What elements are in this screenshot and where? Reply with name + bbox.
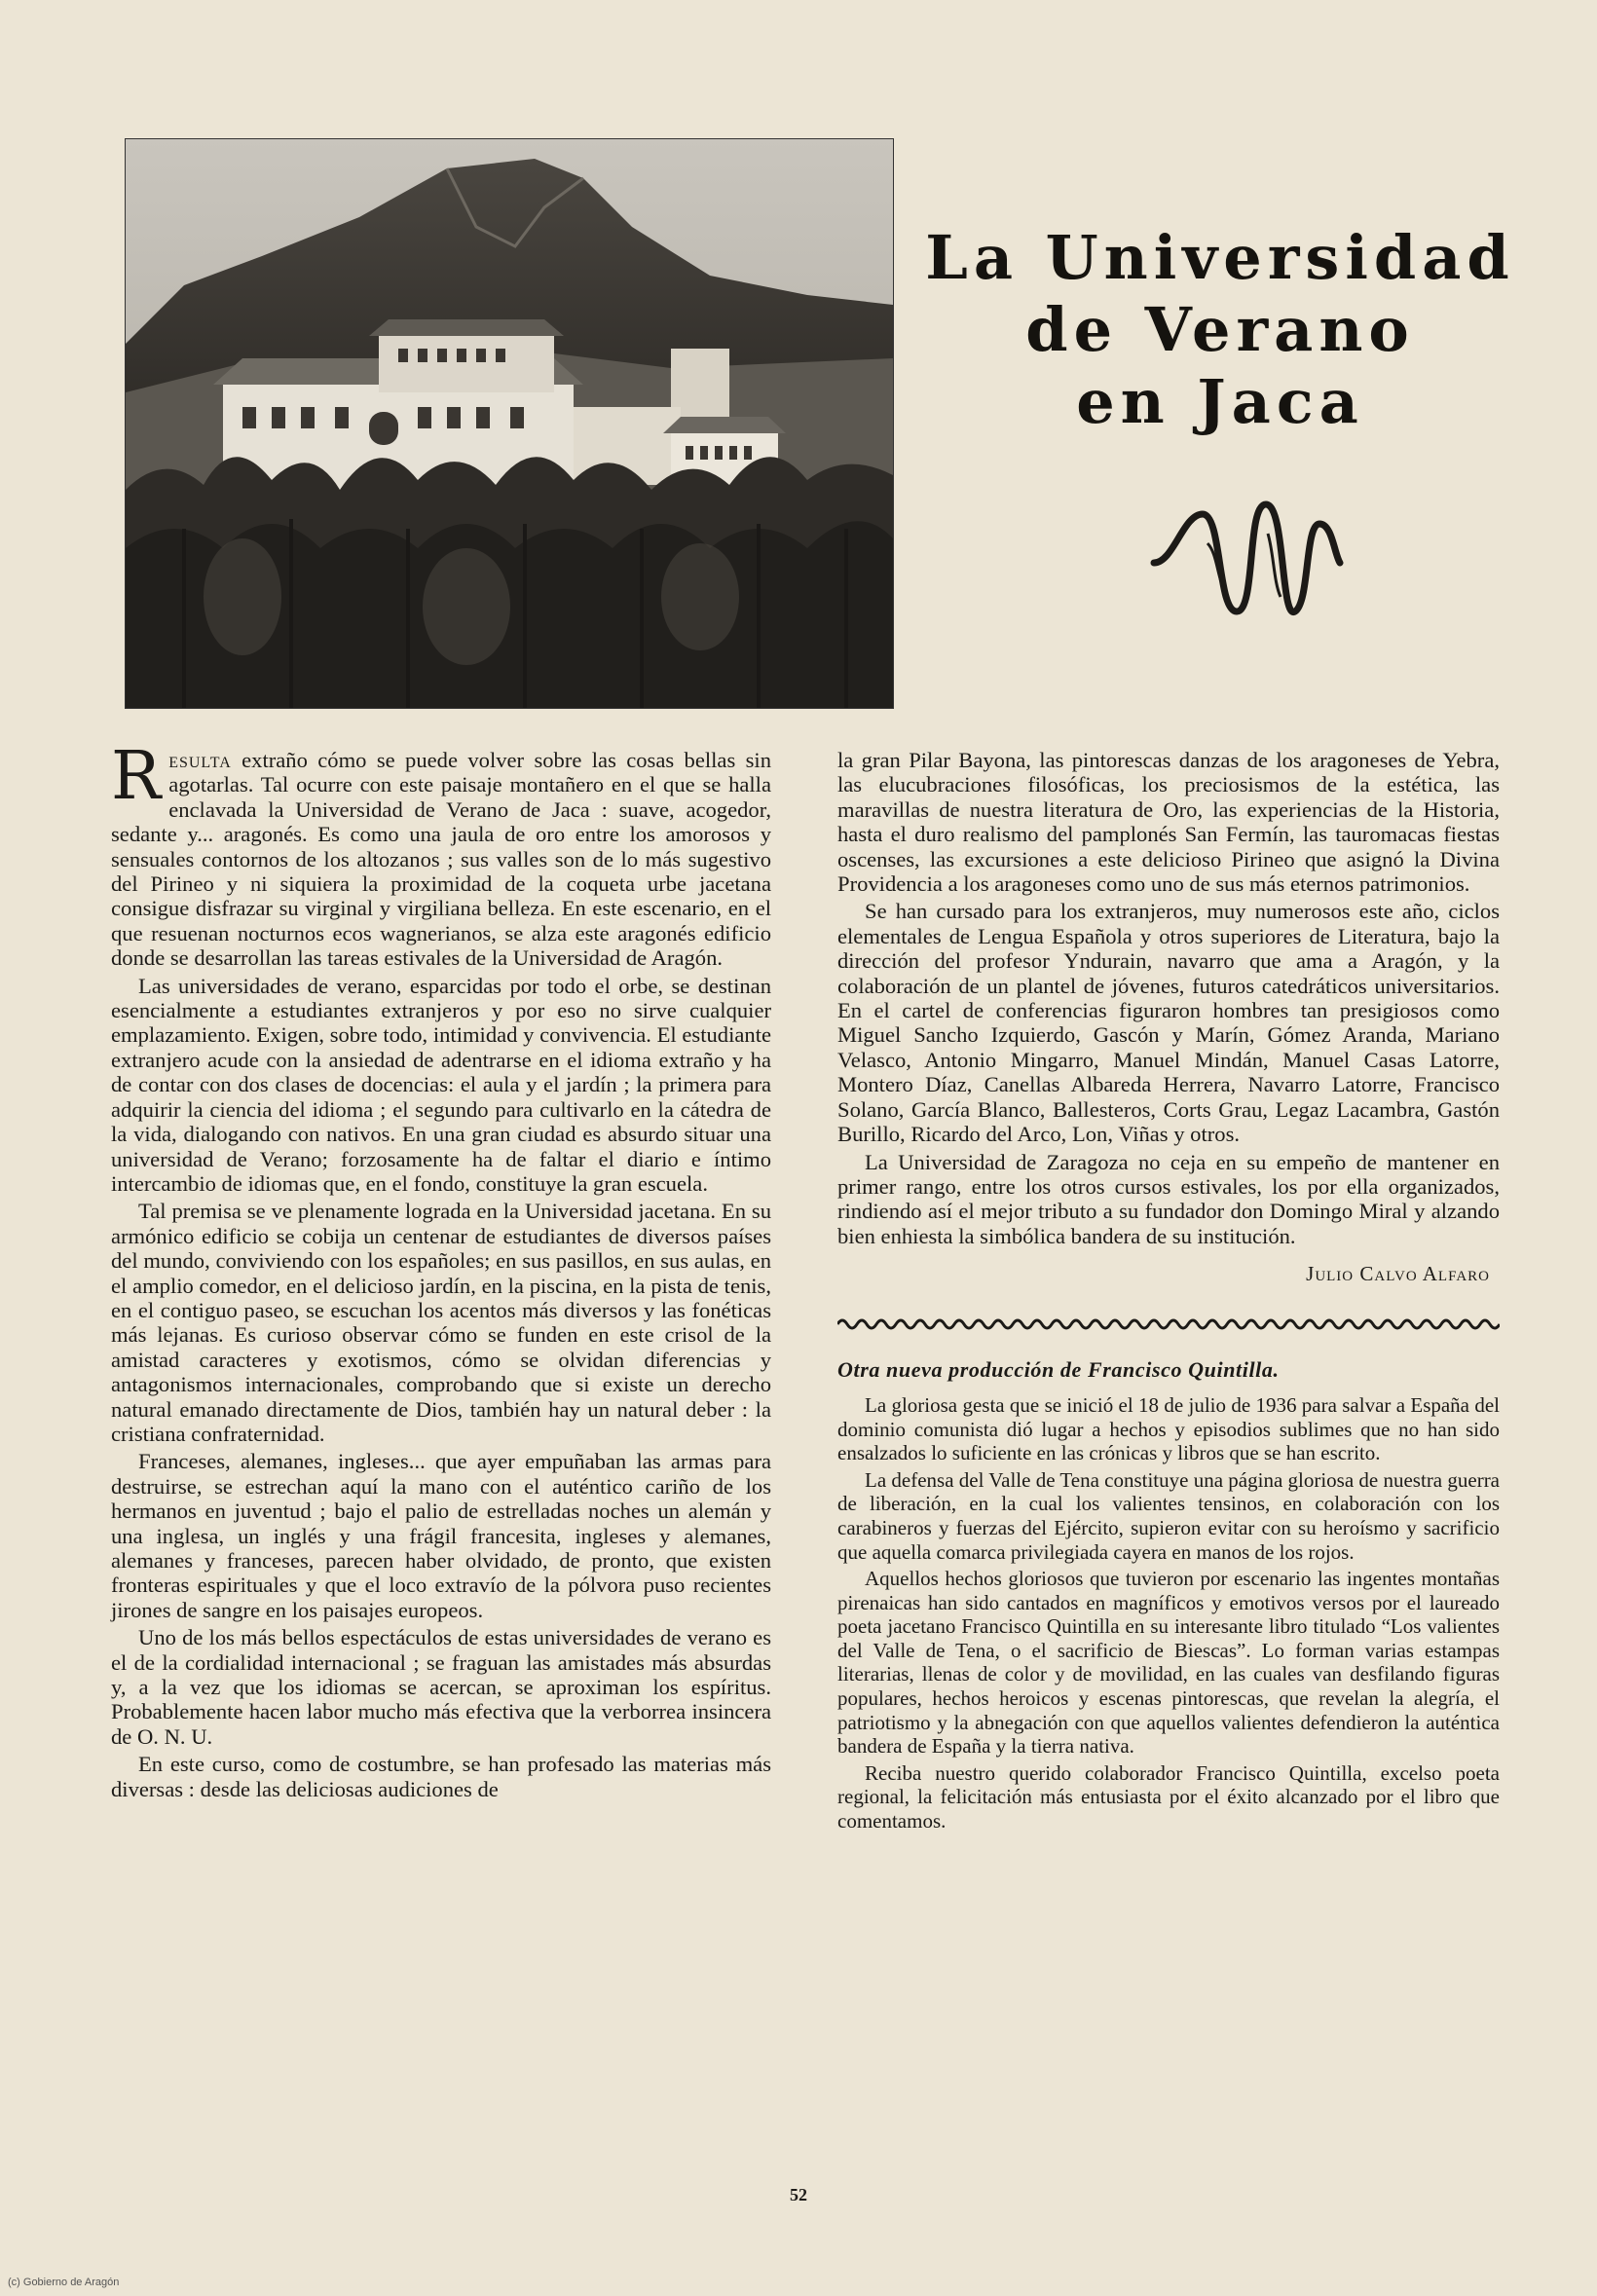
note-paragraph-1: La gloriosa gesta que se inició el 18 de julio de 1936 para salvar a España del dominio comunista dió lugar a hechos y episodios sublimes que no han sido ensalzados lo suficiente en las crónicas y libros que se han escrito. bbox=[837, 1392, 1500, 1465]
page-number: 52 bbox=[790, 2185, 807, 2204]
paragraph-1-rest: Tal ocurre con este paisaje montañero en el que se halla enclavada la Universidad de Verano de Jaca : suave, acogedor, sedante y... aragonés. Es como una jaula de oro entre los amorosos y sensuales contornos de los altozanos ; sus valles son de lo más sugestivo del Pirineo y ni siquiera la proximidad de la coqueta urbe jacetana consigue disfrazar su virginal y virgiliana belleza. En este escenario, en el que resuenan nocturnos ecos wagnerianos, se alza este aragonés edificio donde se desarrollan las tareas estivales de la Universidad de Aragón. bbox=[111, 772, 771, 971]
article-title bbox=[923, 222, 1517, 438]
flourish-ornament-icon bbox=[1149, 495, 1344, 631]
article-paragraph-5: Uno de los más bellos espectáculos de estas universidades de verano es el de la cordialidad internacional ; se fraguan las amistades más absurdas y, a la vez que los idiomas se acercan, se aproximan los espíritus. Probablemente hacen labor mucho más efectiva que la verborrea insincera de O. N. U. bbox=[111, 1625, 771, 1749]
note-paragraph-2: La defensa del Valle de Tena constituye una página gloriosa de nuestra guerra de liberación, en la cual los valientes tensinos, en colaboración con los carabineros y fuerzas del Ejército, supieron evitar con su heroísmo y sacrificio que aquella comarca privilegiada cayera en manos de los rojos. bbox=[837, 1467, 1501, 1564]
copyright-notice: (c) Gobierno de Aragón bbox=[8, 2277, 120, 2288]
first-sentence: extraño cómo se puede volver sobre las cosas bellas sin agotarlas. bbox=[168, 748, 771, 797]
article-column-left bbox=[111, 738, 771, 1804]
article-paragraph-1 bbox=[111, 738, 771, 971]
note-paragraph-3: Aquellos hechos gloriosos que tuvieron por escenario las ingentes montañas pirenaicas han sido cantados en magníficos y emotivos versos por el laureado poeta jacetano Francisco Quintilla en su interesante libro titulado “Los valientes del Valle de Tena, o el sacrificio de Biescas”. Lo forman varias estampas literarias, llenas de color y de movilidad, en las cuales van desfilando figuras populares, hechos heroicos y escenas pintorescas, que revelan la alegría, el patriotismo y la abnegación con que aquellos valientes defendieron la auténtica bandera de España y la tierra nativa. bbox=[837, 1567, 1500, 1759]
article-paragraph-3: Tal premisa se ve plenamente lograda en la Universidad jacetana. En su armónico edificio se cobija un centenar de estudiantes de diversos países del mundo, conviviendo con los españoles; en sus pasillos, en sus aulas, en el amplio comedor, en el delicioso jardín, en la piscina, en la pista de tenis, en el contiguo paseo, se escuchan los acentos más diversos y las fonéticas más lejanas. Es curioso observar cómo se funden en este crisol de la amistad caracteres y exotismos, cómo se olvidan diferencias y antagonismos internacionales, comprobando que si existe un derecho natural emanado directamente de Dios, también hay un natural deber : la cristiana confraternidad. bbox=[111, 1199, 771, 1446]
note-heading: Otra nueva producción de Francisco Quintilla. bbox=[837, 1356, 1280, 1382]
article-paragraph-6: En este curso, como de costumbre, se han profesado las materias más diversas : desde las deliciosas audiciones de bbox=[111, 1752, 771, 1801]
title-line-3: en Jaca bbox=[1076, 366, 1364, 437]
university-building-photo bbox=[125, 138, 894, 709]
wavy-divider-icon bbox=[837, 1315, 1500, 1334]
drop-cap: R bbox=[111, 738, 162, 815]
note-body bbox=[837, 1393, 1500, 1833]
author-signature: Julio Calvo Alfaro bbox=[1306, 1262, 1490, 1286]
first-word: esulta bbox=[168, 748, 232, 772]
article-column-right bbox=[837, 748, 1500, 1836]
title-line-1: La Universidad bbox=[925, 222, 1515, 293]
note-paragraph-4: Reciba nuestro querido colaborador Francisco Quintilla, excelso poeta regional, la felicitación más entusiasta por el éxito alcanzado por el libro que comentamos. bbox=[837, 1760, 1500, 1833]
title-line-2: de Verano bbox=[1025, 294, 1415, 365]
article-paragraph-8: Se han cursado para los extranjeros, muy numerosos este año, ciclos elementales de Lengua Española y otros superiores de Literatura, bajo la dirección del profesor Yndurain, navarro que ama a Aragón, y la colaboración de un plantel de jóvenes, futuros catedráticos universitarios. En el cartel de conferencias figuraron hombres tan presigiosos como Miguel Sancho Izquierdo, Gascón y Marín, Gómez Aranda, Mariano Velasco, Antonio Mingarro, Manuel Mindán, Manuel Casas Latorre, Montero Díaz, Canellas Albareda Herrera, Navarro Latorre, Francisco Solano, García Blanco, Ballesteros, Corts Grau, Legaz Lacambra, Gastón Burillo, Ricardo del Arco, Lon, Viñas y otros. bbox=[837, 899, 1500, 1147]
photo-illustration bbox=[126, 139, 893, 708]
article-paragraph-4: Franceses, alemanes, ingleses... que ayer empuñaban las armas para destruirse, se estrechan aquí la mano con el auténtico cariño de los hermanos en juventud ; bajo el palio de estrelladas noches un alemán y una inglesa, un inglés y una frágil francesita, ingleses y alemanes, alemanes y franceses, parecen haber olvidado, de pronto, que existen fronteras espirituales y que el loco extravío de la pólvora puso recientes jirones de sangre en los paisajes europeos. bbox=[111, 1449, 771, 1622]
article-paragraph-9: La Universidad de Zaragoza no ceja en su empeño de mantener en primer rango, entre los otros cursos estivales, los por ella organizados, rindiendo así el mejor tributo a su fundador don Domingo Miral y alzando bien enhiesta la simbólica bandera de su institución. bbox=[837, 1149, 1500, 1248]
article-paragraph-7: la gran Pilar Bayona, las pintorescas danzas de los aragoneses de Yebra, las elucubraciones filosóficas, los preciosismos de la estética, las maravillas de nuestra literatura de Oro, las experiencias de la Historia, hasta el duro realismo del pamplonés San Fermín, las tauromacas fiestas oscenses, las excursiones a este delicioso Pirineo que asignó la Divina Providencia a los aragoneses como uno de sus más eternos patrimonios. bbox=[837, 748, 1500, 897]
article-paragraph-2: Las universidades de verano, esparcidas por todo el orbe, se destinan esencialmente a estudiantes extranjeros y por eso no sirve cualquier emplazamiento. Exigen, sobre todo, intimidad y convivencia. El estudiante extranjero acude con la ansiedad de adentrarse en el idioma extraño y ha de contar con dos clases de docencias: el aula y el jardín ; la primera para adquirir la ciencia del idioma ; el segundo para cultivarlo en la cátedra de la vida, dialogando con nativos. En una gran ciudad es absurdo situar una universidad de Verano; forzosamente ha de faltar el diario e íntimo intercambio de idiomas que, en el fondo, constituye la gran escuela. bbox=[111, 973, 771, 1196]
